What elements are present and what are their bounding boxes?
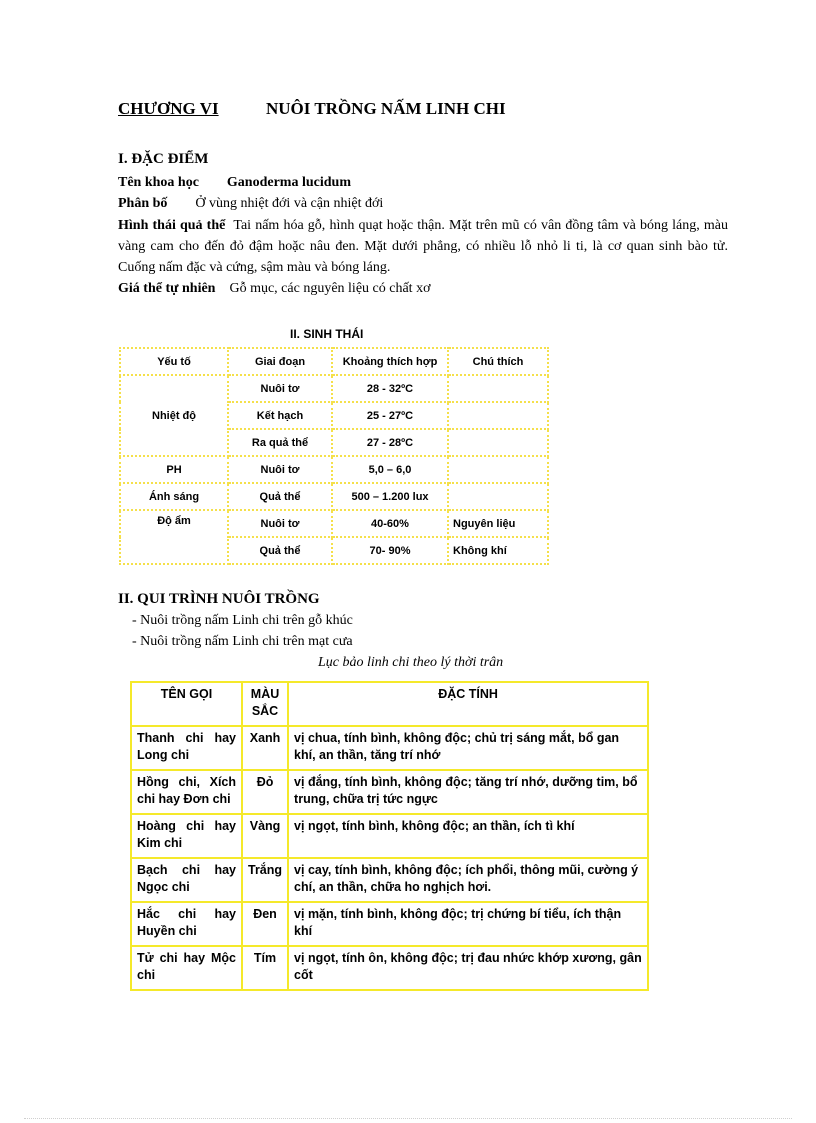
ecology-title: II. SINH THÁI — [290, 327, 364, 341]
section-1-heading: I. ĐẶC ĐIỂM — [118, 151, 209, 167]
ecology-row — [120, 510, 548, 537]
ecology-stage-cell: Quả thể — [228, 537, 332, 564]
ecology-note-cell: Không khí — [448, 537, 548, 564]
substrate-label: Giá thể tự nhiên — [118, 281, 216, 296]
chapter-name: NUÔI TRỒNG NẤM LINH CHI — [266, 99, 506, 118]
ecology-stage-cell: Quả thể — [228, 483, 332, 510]
table-row — [131, 946, 648, 990]
ecology-header-cell: Yếu tố — [120, 348, 228, 375]
lingzhi-trait-cell: vị cay, tính bình, không độc; ích phổi, thông mũi, cường ý chí, an thần, chữa ho nghịch hơi. — [288, 858, 648, 902]
lingzhi-trait-cell: vị mặn, tính bình, không độc; trị chứng bí tiểu, ích thận khí — [288, 902, 648, 946]
ecology-row — [120, 375, 548, 402]
table-row — [131, 814, 648, 858]
ecology-stage-cell: Kết hạch — [228, 402, 332, 429]
substrate-value: Gỗ mục, các nguyên liệu có chất xơ — [229, 281, 431, 296]
table-row — [131, 902, 648, 946]
ecology-note-cell — [448, 483, 548, 510]
substrate-line — [118, 279, 430, 299]
section-2-heading: II. QUI TRÌNH NUÔI TRỒNG — [118, 591, 320, 607]
table-row — [131, 726, 648, 770]
list-item: - Nuôi trồng nấm Linh chi trên gỗ khúc — [132, 613, 353, 628]
lingzhi-name-cell: Tử chi hay Mộc chi — [131, 946, 242, 990]
table-row — [131, 858, 648, 902]
ecology-row — [120, 483, 548, 510]
ecology-stage-cell: Nuôi tơ — [228, 510, 332, 537]
scientific-name-label: Tên khoa học — [118, 175, 199, 190]
ecology-note-cell — [448, 456, 548, 483]
ecology-header-row — [120, 348, 548, 375]
ecology-factor-cell: Độ ẩm — [120, 510, 228, 564]
lingzhi-name-cell: Bạch chi hay Ngọc chi — [131, 858, 242, 902]
lingzhi-color-cell: Đen — [242, 902, 288, 946]
ecology-range-cell: 27 - 28ºC — [332, 429, 448, 456]
lingzhi-name-cell: Thanh chi hay Long chi — [131, 726, 242, 770]
lingzhi-trait-cell: vị ngọt, tính bình, không độc; an thần, ích tì khí — [288, 814, 648, 858]
morphology-label: Hình thái quả thể — [118, 218, 226, 233]
ecology-note-cell: Nguyên liệu — [448, 510, 548, 537]
lingzhi-name-cell: Hắc chi hay Huyền chi — [131, 902, 242, 946]
chapter-title — [118, 99, 506, 119]
ecology-table — [119, 347, 549, 565]
table-row — [131, 770, 648, 814]
distribution-line — [118, 194, 383, 214]
ecology-factor-cell: Ánh sáng — [120, 483, 228, 510]
lingzhi-color-cell: Trắng — [242, 858, 288, 902]
scientific-name-line — [118, 173, 351, 193]
chapter-number: CHƯƠNG VI — [118, 99, 219, 118]
ecology-stage-cell: Nuôi tơ — [228, 456, 332, 483]
scientific-name-value: Ganoderma lucidum — [226, 175, 351, 190]
ecology-note-cell — [448, 375, 548, 402]
ecology-range-cell: 40-60% — [332, 510, 448, 537]
lingzhi-color-cell: Đỏ — [242, 770, 288, 814]
lingzhi-name-cell: Hồng chi, Xích chi hay Đơn chi — [131, 770, 242, 814]
ecology-factor-cell: Nhiệt độ — [120, 375, 228, 456]
lingzhi-table — [130, 681, 649, 991]
lingzhi-trait-cell: vị đắng, tính bình, không độc; tăng trí nhớ, dưỡng tim, bổ trung, chữa trị tức ngực — [288, 770, 648, 814]
ecology-range-cell: 25 - 27ºC — [332, 402, 448, 429]
lingzhi-trait-cell: vị ngọt, tính ôn, không độc; trị đau nhức khớp xương, gân cốt — [288, 946, 648, 990]
lingzhi-name-cell: Hoàng chi hay Kim chi — [131, 814, 242, 858]
ecology-row — [120, 456, 548, 483]
ecology-stage-cell: Nuôi tơ — [228, 375, 332, 402]
lingzhi-header-row — [131, 682, 648, 726]
ecology-range-cell: 28 - 32ºC — [332, 375, 448, 402]
lingzhi-color-cell: Vàng — [242, 814, 288, 858]
ecology-header-cell: Giai đoạn — [228, 348, 332, 375]
morphology-text: Tai nấm hóa gỗ, hình quạt hoặc thận. Mặt trên mũ có vân đồng tâm và bóng láng, màu vàng cam cho đến đỏ đậm hoặc nâu đen. Mặt dưới phẳng, có nhiều lỗ nhỏ li ti, là cơ quan sinh bào tử. Cuống nấm đặc và cứng, sậm màu và bóng láng. — [118, 218, 728, 275]
lingzhi-color-cell: Tím — [242, 946, 288, 990]
lingzhi-header-trait: ĐẶC TÍNH — [288, 682, 648, 726]
lingzhi-trait-cell: vị chua, tính bình, không độc; chủ trị sáng mắt, bổ gan khí, an thần, tăng trí nhớ — [288, 726, 648, 770]
lingzhi-header-color: MÀU SẮC — [242, 682, 288, 726]
table-caption: Lục bảo linh chi theo lý thời trân — [318, 655, 504, 670]
page-bottom-rule — [24, 1118, 792, 1119]
lingzhi-header-name: TÊN GỌI — [131, 682, 242, 726]
list-item: - Nuôi trồng nấm Linh chi trên mạt cưa — [132, 634, 353, 649]
ecology-range-cell: 5,0 – 6,0 — [332, 456, 448, 483]
ecology-stage-cell: Ra quả thể — [228, 429, 332, 456]
ecology-header-cell: Chú thích — [448, 348, 548, 375]
distribution-value: Ở vùng nhiệt đới và cận nhiệt đới — [195, 196, 384, 211]
morphology-paragraph — [118, 215, 728, 278]
ecology-range-cell: 70- 90% — [332, 537, 448, 564]
ecology-factor-cell: PH — [120, 456, 228, 483]
ecology-header-cell: Khoảng thích hợp — [332, 348, 448, 375]
lingzhi-color-cell: Xanh — [242, 726, 288, 770]
ecology-note-cell — [448, 402, 548, 429]
ecology-note-cell — [448, 429, 548, 456]
distribution-label: Phân bố — [118, 196, 168, 211]
ecology-range-cell: 500 – 1.200 lux — [332, 483, 448, 510]
